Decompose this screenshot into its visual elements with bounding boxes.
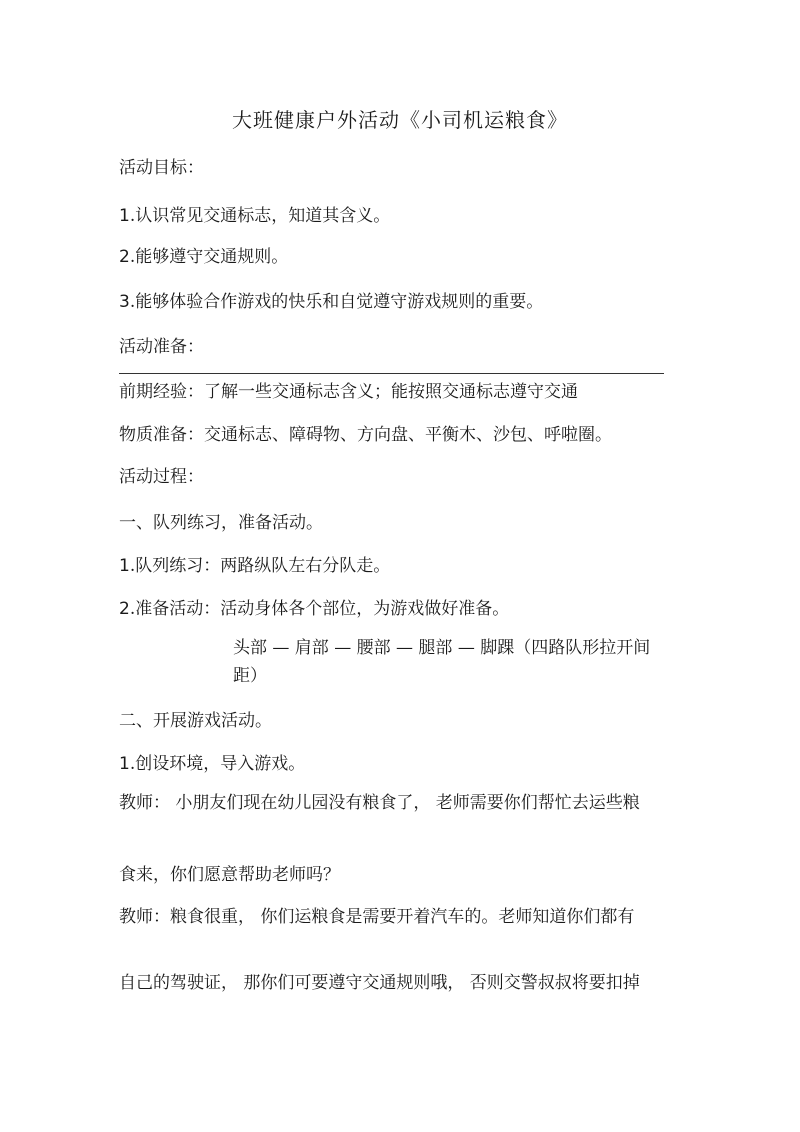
horizontal-rule: [119, 373, 664, 374]
goal-3-number: 3: [119, 292, 130, 312]
step-1-1-number: 1: [119, 556, 130, 576]
teacher-line-1: 教师： 小朋友们现在幼儿园没有粮食了， 老师需要你们帮忙去运些粮: [119, 793, 640, 813]
goal-1-number: 1: [119, 206, 130, 226]
step-2-1-number: 1: [119, 754, 130, 774]
prep-experience: 前期经验：了解一些交通标志含义；能按照交通标志遵守交通: [119, 382, 578, 402]
body-parts-sequence: 头部 — 肩部 — 腰部 — 腿部 — 脚踝（四路队形拉开间距）: [233, 638, 651, 686]
goal-1-text: .认识常见交通标志，知道其含义。: [129, 206, 391, 226]
process-heading: 活动过程：: [119, 467, 204, 487]
document-title: 大班健康户外活动《小司机运粮食》: [232, 108, 568, 132]
goal-item-1: [119, 201, 390, 226]
step-1-2-text: .准备活动：活动身体各个部位，为游戏做好准备。: [129, 599, 510, 619]
step-1-1: [119, 551, 390, 576]
goal-2-text: .能够遵守交通规则。: [129, 247, 289, 267]
step-2-1: [119, 749, 305, 774]
step-1-2-number: 2: [119, 599, 130, 619]
prep-heading: 活动准备：: [119, 337, 204, 357]
goals-heading: 活动目标：: [119, 158, 204, 178]
teacher-line-2: 教师：粮食很重， 你们运粮食是需要开着汽车的。老师知道你们都有: [119, 907, 635, 927]
goal-item-2: [119, 242, 288, 267]
step-1-2: [119, 594, 509, 619]
goal-3-text: .能够体验合作游戏的快乐和自觉遵守游戏规则的重要。: [129, 292, 544, 312]
prep-materials: 物质准备：交通标志、障碍物、方向盘、平衡木、沙包、呼啦圈。: [119, 425, 612, 445]
step-2-1-text: .创设环境，导入游戏。: [129, 754, 306, 774]
step-1-1-text: .队列练习：两路纵队左右分队走。: [129, 556, 391, 576]
section-2-heading: 二、开展游戏活动。: [119, 711, 272, 731]
teacher-line-1-continued: 食来，你们愿意帮助老师吗？: [119, 865, 340, 885]
teacher-line-2-continued: 自己的驾驶证， 那你们可要遵守交通规则哦， 否则交警叔叔将要扣掉: [119, 973, 640, 993]
goal-item-3: [119, 287, 543, 312]
goal-2-number: 2: [119, 247, 130, 267]
section-1-heading: 一、队列练习，准备活动。: [119, 513, 323, 533]
